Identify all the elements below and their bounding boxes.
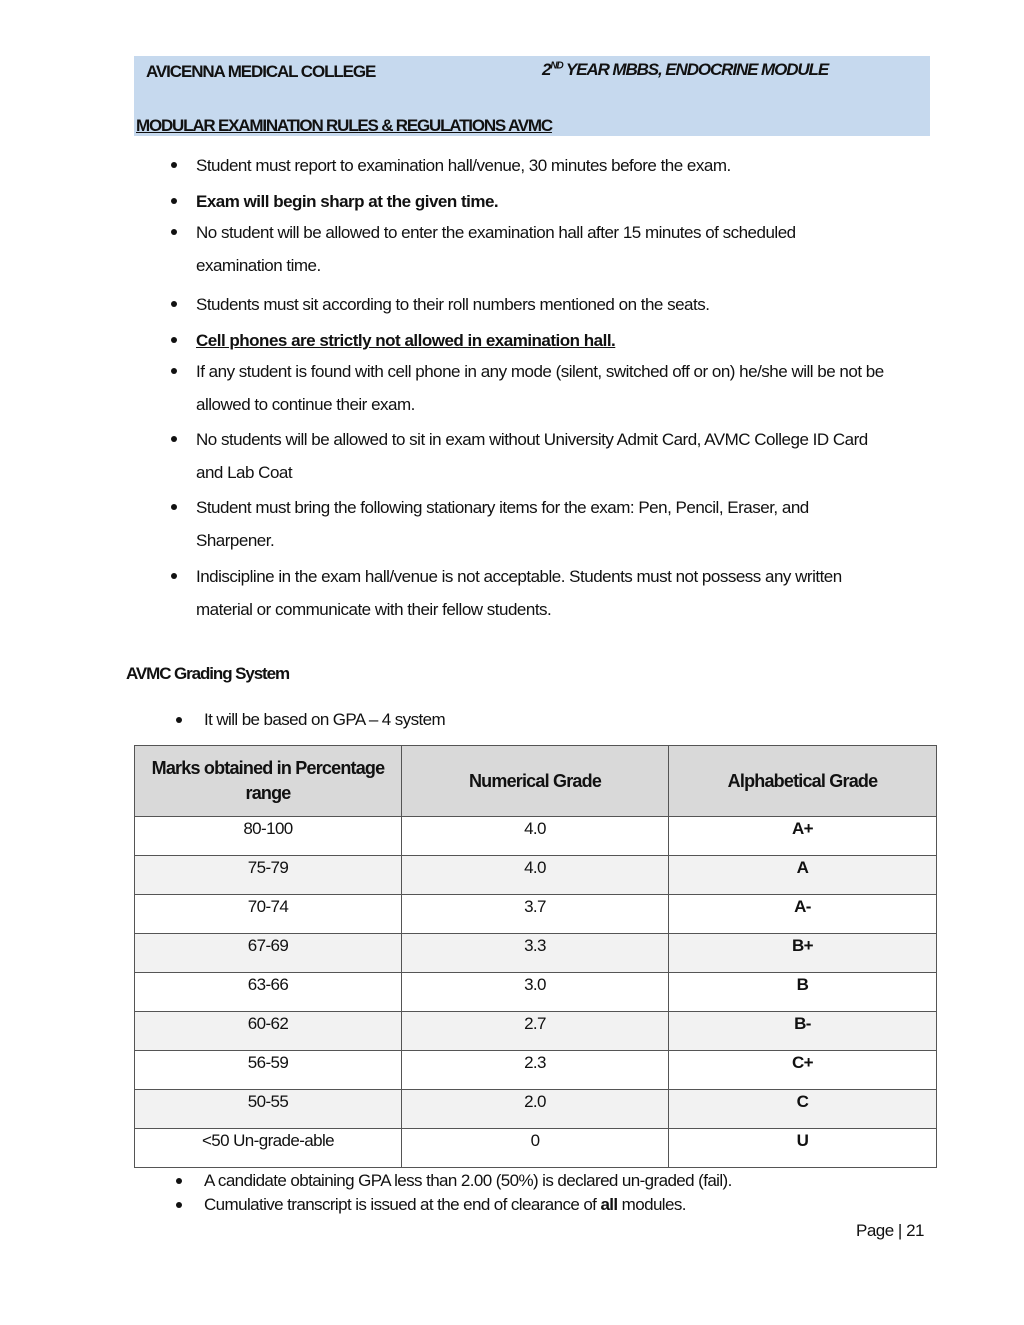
rule-item: Indiscipline in the exam hall/venue is not acceptable. Students must not possess any written xyxy=(196,560,842,593)
alphabetical-cell: B+ xyxy=(669,934,937,973)
table-row xyxy=(135,856,937,895)
table-row xyxy=(135,895,937,934)
note-text: Cumulative transcript is issued at the end of clearance of xyxy=(204,1195,601,1214)
module-year-number: 2 xyxy=(542,60,551,79)
grading-note-fail: A candidate obtaining GPA less than 2.00 (50%) is declared un-graded (fail). xyxy=(204,1171,732,1190)
note-emphasis: all xyxy=(600,1195,618,1214)
table-row xyxy=(135,1012,937,1051)
table-row xyxy=(135,973,937,1012)
numerical-cell: 2.3 xyxy=(402,1051,669,1090)
rule-item: If any student is found with cell phone in any mode (silent, switched off or on) he/she will be not be xyxy=(196,355,884,388)
alphabetical-cell: U xyxy=(669,1129,937,1168)
rule-item: Students must sit according to their roll numbers mentioned on the seats. xyxy=(196,288,709,321)
grading-table xyxy=(134,745,937,1168)
rule-item-continued: allowed to continue their exam. xyxy=(196,395,415,414)
grading-title: AVMC Grading System xyxy=(126,664,289,683)
alphabetical-cell: A- xyxy=(669,895,937,934)
page-number: Page | 21 xyxy=(856,1221,924,1240)
alphabetical-cell: C xyxy=(669,1090,937,1129)
module-year-suffix: ND xyxy=(550,60,563,72)
table-row xyxy=(135,817,937,856)
marks-cell: 63-66 xyxy=(135,973,402,1012)
marks-cell: 60-62 xyxy=(135,1012,402,1051)
rule-item: Student must report to examination hall/venue, 30 minutes before the exam. xyxy=(196,149,731,182)
module-name: YEAR MBBS, ENDOCRINE MODULE xyxy=(562,60,829,79)
marks-cell: 67-69 xyxy=(135,934,402,973)
header-marks: Marks obtained in Percentage range xyxy=(135,746,402,817)
table-row xyxy=(135,934,937,973)
grading-intro: It will be based on GPA – 4 system xyxy=(204,710,446,729)
header-numerical: Numerical Grade xyxy=(402,746,669,817)
rule-item: Exam will begin sharp at the given time. xyxy=(196,185,498,218)
header-alphabetical: Alphabetical Grade xyxy=(669,746,937,817)
table-row xyxy=(135,1129,937,1168)
rule-item: No student will be allowed to enter the examination hall after 15 minutes of scheduled xyxy=(196,216,796,249)
numerical-cell: 2.0 xyxy=(402,1090,669,1129)
marks-cell: 75-79 xyxy=(135,856,402,895)
marks-cell: <50 Un-grade-able xyxy=(135,1129,402,1168)
numerical-cell: 3.3 xyxy=(402,934,669,973)
numerical-cell: 4.0 xyxy=(402,817,669,856)
rule-item: No students will be allowed to sit in exam without University Admit Card, AVMC College ID Card xyxy=(196,423,868,456)
numerical-cell: 3.0 xyxy=(402,973,669,1012)
college-name: AVICENNA MEDICAL COLLEGE xyxy=(146,62,376,81)
table-row xyxy=(135,1051,937,1090)
rules-list xyxy=(0,0,1024,640)
rule-item: Student must bring the following stationary items for the exam: Pen, Pencil, Eraser, and xyxy=(196,491,809,524)
alphabetical-cell: B- xyxy=(669,1012,937,1051)
marks-cell: 80-100 xyxy=(135,817,402,856)
rules-title: MODULAR EXAMINATION RULES & REGULATIONS AVMC xyxy=(136,116,552,135)
marks-cell: 50-55 xyxy=(135,1090,402,1129)
marks-cell: 56-59 xyxy=(135,1051,402,1090)
rule-item-continued: Sharpener. xyxy=(196,531,275,550)
marks-cell: 70-74 xyxy=(135,895,402,934)
grading-table-header-row xyxy=(135,746,937,817)
numerical-cell: 4.0 xyxy=(402,856,669,895)
numerical-cell: 2.7 xyxy=(402,1012,669,1051)
table-row xyxy=(135,1090,937,1129)
note-text: modules. xyxy=(617,1195,686,1214)
rule-item-continued: material or communicate with their fellow students. xyxy=(196,600,552,619)
rule-item: Cell phones are strictly not allowed in examination hall. xyxy=(196,324,615,357)
rule-item-continued: and Lab Coat xyxy=(196,463,293,482)
alphabetical-cell: A xyxy=(669,856,937,895)
alphabetical-cell: C+ xyxy=(669,1051,937,1090)
alphabetical-cell: B xyxy=(669,973,937,1012)
numerical-cell: 0 xyxy=(402,1129,669,1168)
grading-note-transcript xyxy=(204,1195,686,1215)
alphabetical-cell: A+ xyxy=(669,817,937,856)
rule-item-continued: examination time. xyxy=(196,256,321,275)
numerical-cell: 3.7 xyxy=(402,895,669,934)
